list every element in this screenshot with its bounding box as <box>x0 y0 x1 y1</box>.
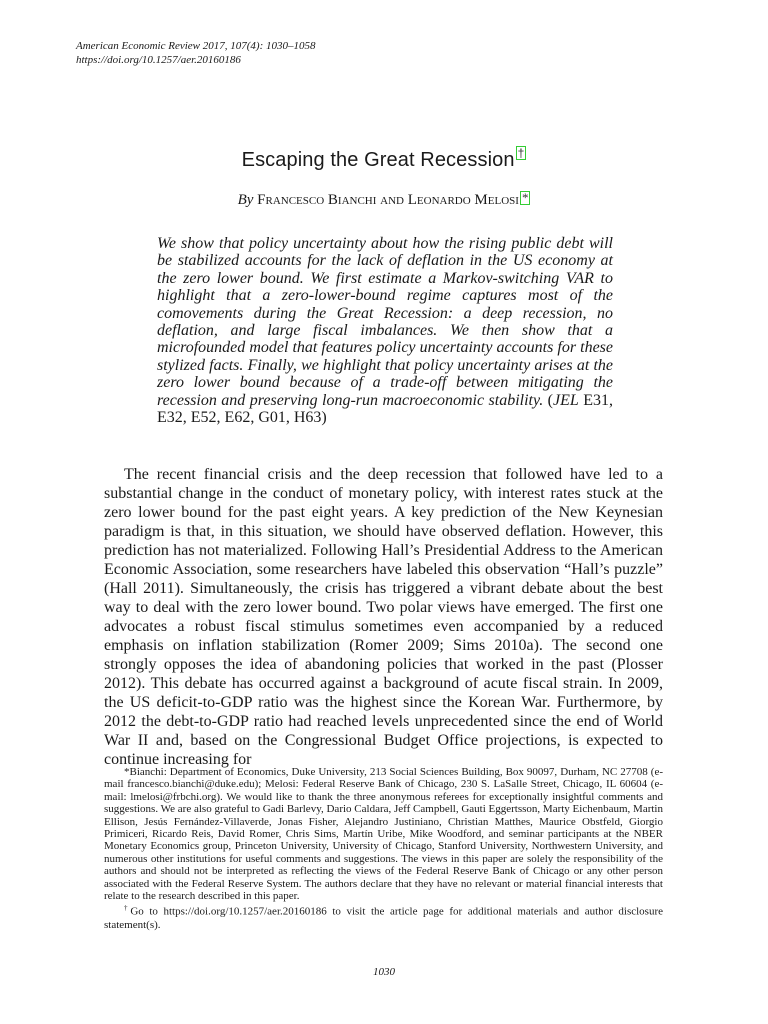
journal-citation: American Economic Review 2017, 107(4): 1030–1058 <box>76 40 316 52</box>
footnote-dagger-text: Go to https://doi.org/10.1257/aer.20160186 to visit the article page for additional materials and author disclosure statement(s). <box>104 906 663 931</box>
footnotes <box>104 766 663 931</box>
doi-link[interactable]: https://doi.org/10.1257/aer.20160186 <box>76 54 241 66</box>
page-number: 1030 <box>373 966 395 978</box>
jel-label: JEL <box>552 391 579 409</box>
footnote-dagger-mark: † <box>124 904 131 913</box>
footnote-author-text: Bianchi: Department of Economics, Duke University, 213 Social Sciences Building, Box 90097, Durham, NC 27708 (e-mail francesco.bianchi@duke.edu); Melosi: Federal Reserve Bank of Chicago, 230 S. LaSalle Street, Chicago, IL 60604 (e-mail: lmelosi@frbchi.org). We would like to thank the three anonymous referees for exceptionally insightful comments and suggestions. We are also grateful to Gadi Barlevy, Dario Caldara, Jeff Campbell, Gauti Eggertsson, Marty Eichenbaum, Martin Ellison, Jesús Fernández-Villaverde, Jonas Fisher, Alejandro Justiniano, Christian Matthes, Maurice Obstfeld, Giorgio Primiceri, Ricardo Reis, David Romer, Chris Sims, Martín Uribe, Mike Woodford, and seminar participants at the NBER Monetary Economics group, Princeton University, University of Chicago, Stanford University, Northwestern University, and numerous other institutions for useful comments and suggestions. The views in this paper are solely the responsibility of the authors and should not be interpreted as reflecting the views of the Federal Reserve Bank of Chicago or any other person associated with the Federal Reserve System. The authors declare that they have no relevant or material financial interests that relate to the research described in this paper. <box>104 766 663 903</box>
footnote-star-mark: * <box>124 766 130 778</box>
title-text: Escaping the Great Recession <box>241 149 515 171</box>
jel-codes: E31, E32, E52, E62, G01, H63) <box>157 391 613 427</box>
byline <box>0 191 768 209</box>
jel-open: ( <box>543 391 553 409</box>
abstract <box>157 235 613 426</box>
footnote-dagger <box>104 902 663 930</box>
journal-header <box>76 39 316 67</box>
byline-authors: Francesco Bianchi and Leonardo Melosi <box>257 192 519 208</box>
body-paragraph: The recent financial crisis and the deep recession that followed have led to a substantial change in the conduct of monetary policy, with interest rates stuck at the zero lower bound for the past eight years. A key prediction of the New Keynesian paradigm is that, in this situation, we should have observed deflation. However, this prediction has not materialized. Following Hall’s Presidential Address to the American Economic Association, some researchers have labeled this observation “Hall’s puzzle” (Hall 2011). Simultaneously, the crisis has triggered a vibrant debate about the best way to deal with the zero lower bound. Two polar views have emerged. The first one advocates a robust fiscal stimulus sometimes even accompanied by a reduced emphasis on inflation stabilization (Romer 2009; Sims 2010a). The second one strongly opposes the idea of abandoning policies that worked in the past (Plosser 2012). This debate has occurred against a background of acute fiscal strain. In 2009, the US deficit-to-GDP ratio was the highest since the Korean War. Furthermore, by 2012 the debt-to-GDP ratio had reached levels unprecedented since the end of World War II and, based on the Congressional Budget Office projections, is expected to continue increasing for <box>104 466 663 768</box>
author-footnote-link[interactable]: * <box>521 190 529 205</box>
abstract-text: We show that policy uncertainty about how the rising public debt will be stabilized accounts for the lack of deflation in the US economy at the zero lower bound. We first estimate a Markov-switching VAR to highlight that a zero-lower-bound regime captures most of the comovements during the Great Recession: a deep recession, no deflation, and large fiscal imbalances. We then show that a microfounded model that features policy uncertainty accounts for these stylized facts. Finally, we highlight that policy uncertainty arises at the zero lower bound because of a trade-off between mitigating the recession and preserving long-run macroeconomic stability. <box>157 235 613 409</box>
title-dagger-link[interactable]: † <box>517 146 525 160</box>
paper-title <box>0 146 768 172</box>
footnote-author <box>104 766 663 902</box>
byline-by: By <box>237 192 254 208</box>
